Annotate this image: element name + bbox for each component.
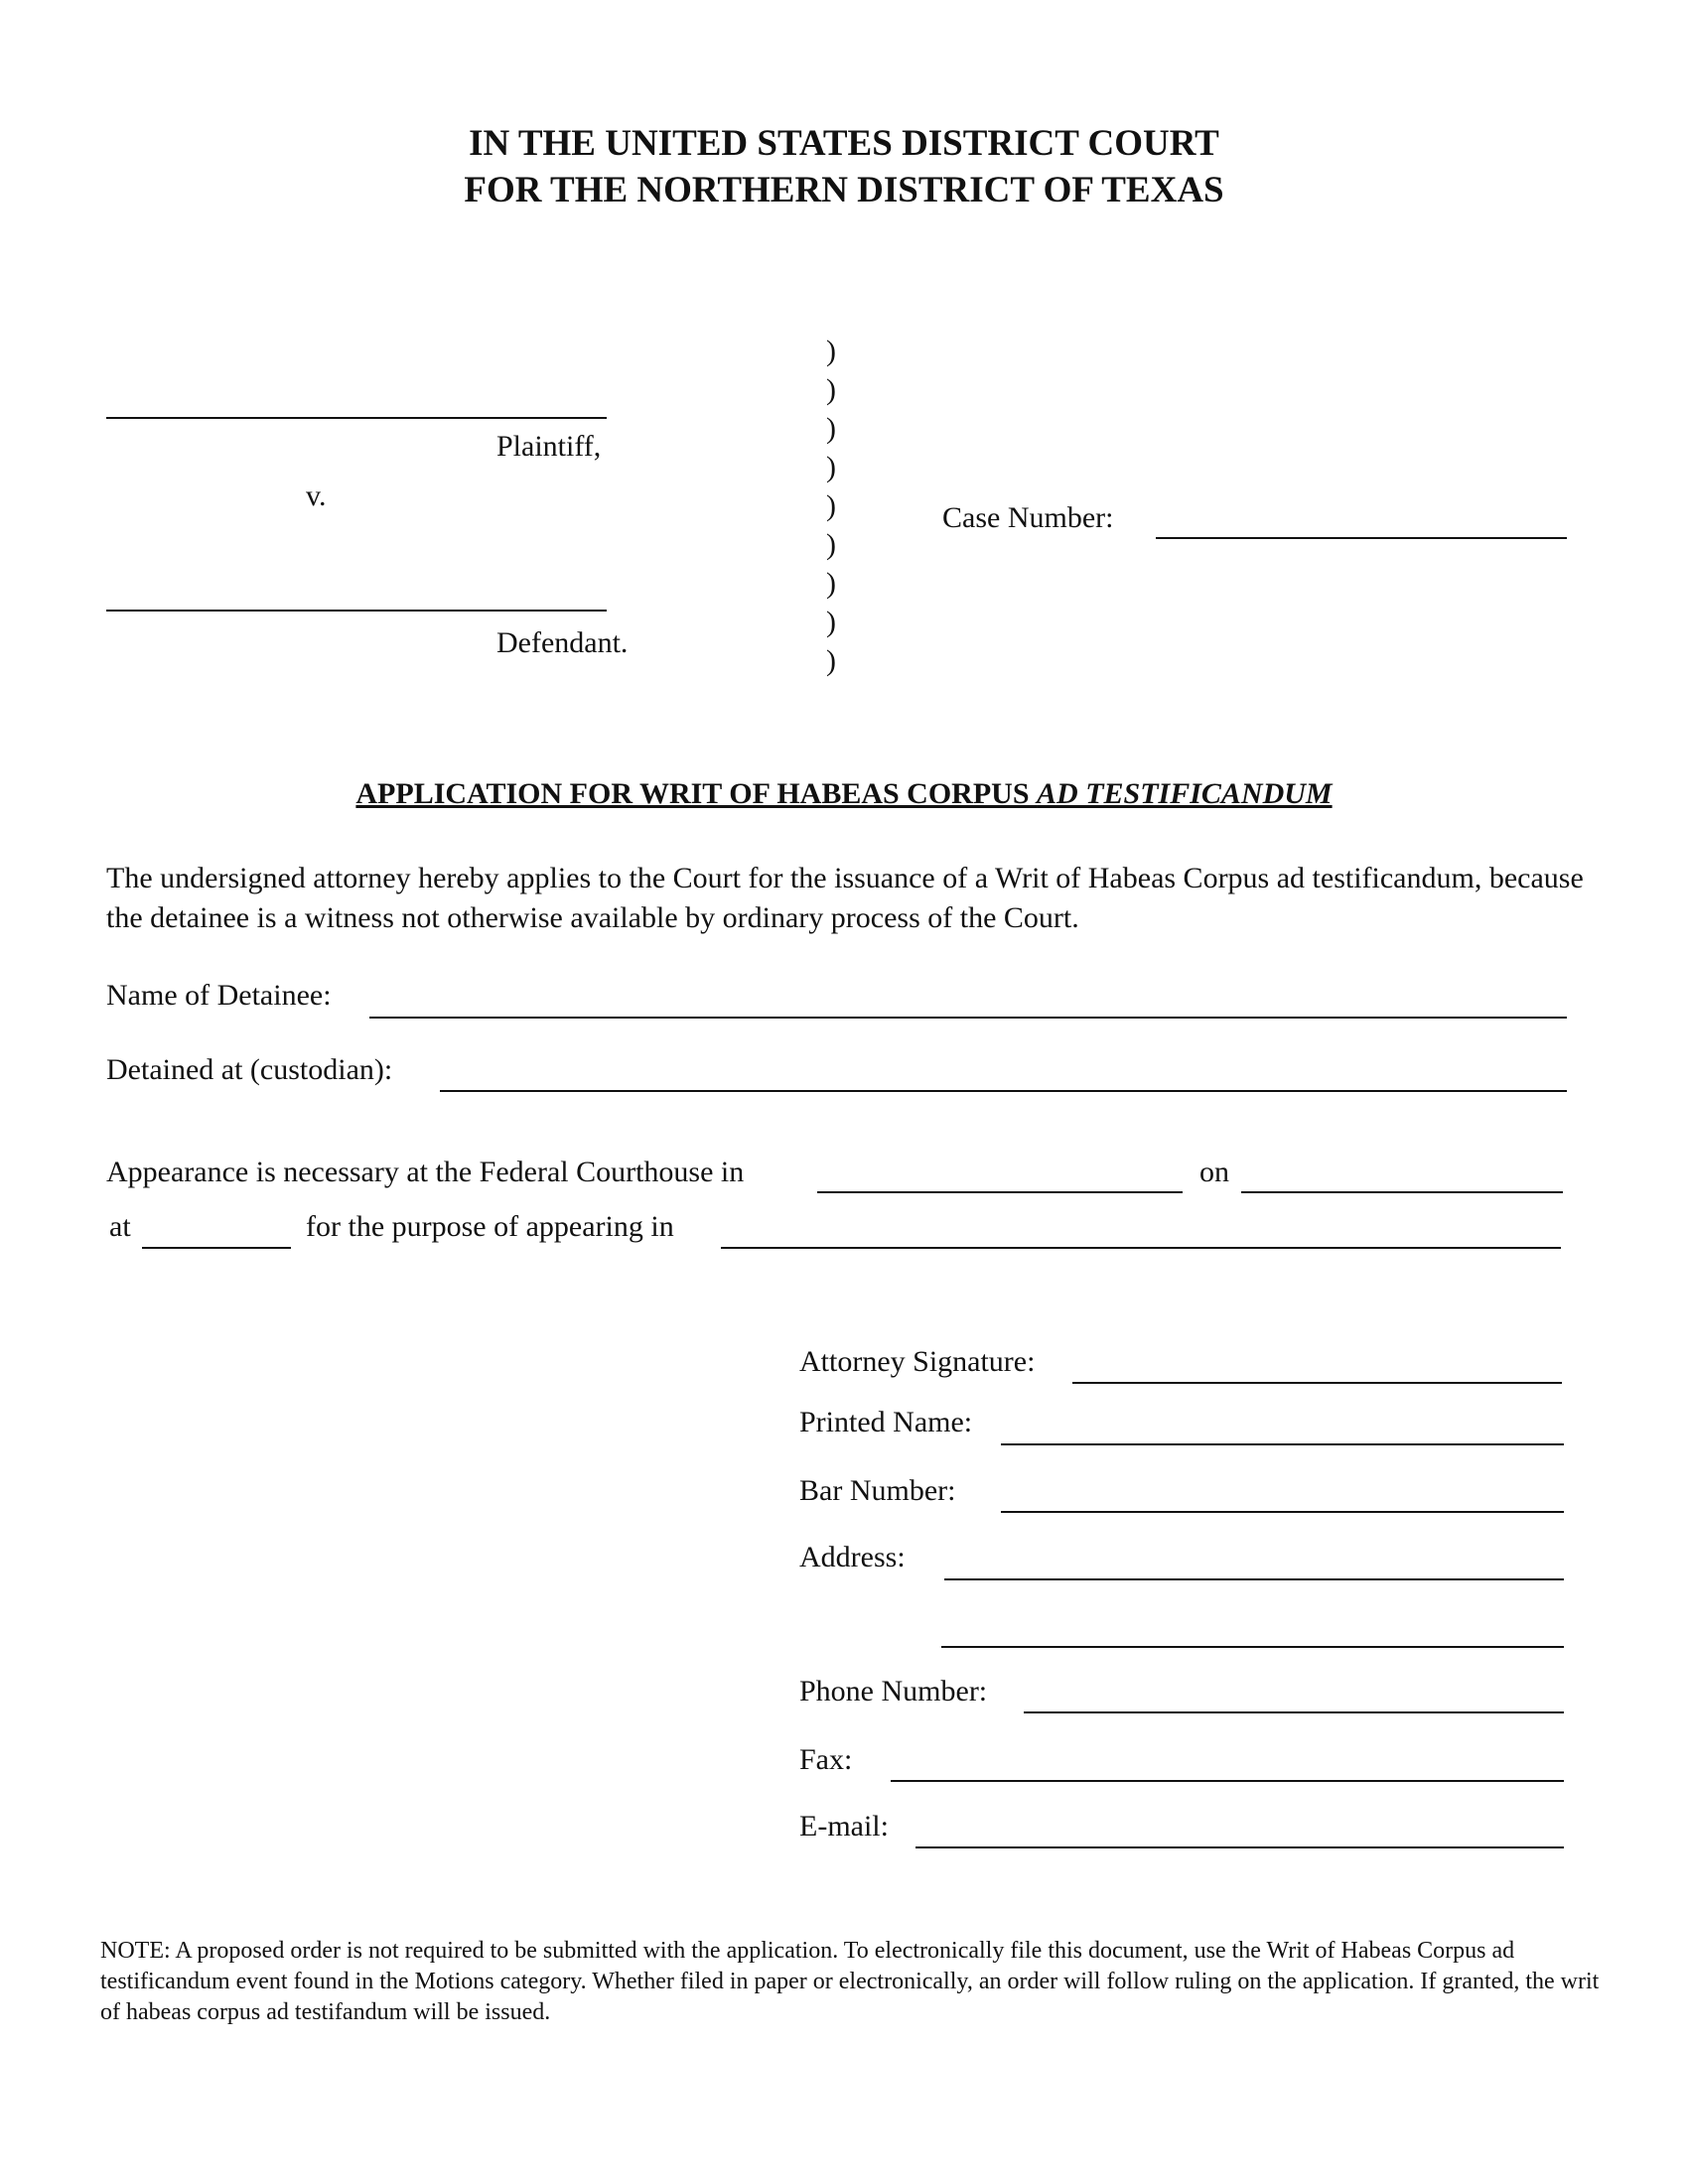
paren: ) [826, 335, 836, 367]
courthouse-city-field[interactable] [817, 1161, 1183, 1193]
detainee-name-field[interactable] [369, 987, 1567, 1019]
paren: ) [826, 567, 836, 600]
address-label: Address: [799, 1541, 906, 1573]
defendant-label: Defendant. [496, 626, 629, 659]
heading-italic: AD TESTIFICANDUM [1037, 777, 1333, 810]
paren: ) [826, 606, 836, 638]
email-label: E-mail: [799, 1810, 889, 1843]
case-number-label: Case Number: [942, 501, 1114, 534]
paren: ) [826, 489, 836, 522]
bar-number-field[interactable] [1001, 1481, 1564, 1513]
fax-label: Fax: [799, 1743, 853, 1776]
filing-note: NOTE: A proposed order is not required to be submitted with the application. To electronically file this document, use the Writ of Habeas Corpus ad testificandum event found in the Motions category. Whether filed in paper or electronically, an order will follow ruling on the application. If granted, the writ of habeas corpus ad testifandum will be issued. [100, 1938, 1600, 2025]
caption-parens [826, 332, 836, 680]
court-name-line-2: FOR THE NORTHERN DISTRICT OF TEXAS [464, 170, 1224, 210]
printed-name-label: Printed Name: [799, 1406, 973, 1438]
address-line-1-field[interactable] [944, 1549, 1564, 1580]
phone-number-field[interactable] [1024, 1682, 1564, 1713]
phone-number-label: Phone Number: [799, 1675, 988, 1707]
defendant-field[interactable] [106, 580, 607, 612]
address-line-2-field[interactable] [941, 1616, 1564, 1648]
attorney-signature-label: Attorney Signature: [799, 1345, 1036, 1378]
purpose-label: for the purpose of appearing in [306, 1210, 674, 1243]
appearance-date-field[interactable] [1241, 1161, 1563, 1193]
plaintiff-field[interactable] [106, 387, 607, 419]
appearance-label: Appearance is necessary at the Federal Courthouse in [106, 1156, 745, 1188]
attorney-signature-field[interactable] [1072, 1352, 1562, 1384]
plaintiff-label: Plaintiff, [496, 430, 602, 463]
document-heading [0, 777, 1688, 811]
versus-label: v. [306, 479, 327, 512]
paren: ) [826, 373, 836, 406]
email-field[interactable] [915, 1817, 1564, 1848]
detainee-name-label: Name of Detainee: [106, 979, 332, 1012]
heading-main: APPLICATION FOR WRIT OF HABEAS CORPUS [355, 777, 1038, 810]
purpose-field[interactable] [721, 1217, 1561, 1249]
paren: ) [826, 451, 836, 483]
detained-at-label: Detained at (custodian): [106, 1053, 393, 1086]
fax-field[interactable] [891, 1750, 1564, 1782]
paren: ) [826, 412, 836, 445]
at-label: at [109, 1210, 131, 1243]
paren: ) [826, 644, 836, 677]
printed-name-field[interactable] [1001, 1414, 1564, 1445]
intro-paragraph: The undersigned attorney hereby applies to the Court for the issuance of a Writ of Habeas Corpus ad testificandum, because the detainee is a witness not otherwise available by ordinary process of the Court. [106, 862, 1584, 934]
on-label: on [1199, 1156, 1229, 1188]
detained-at-field[interactable] [440, 1060, 1567, 1092]
case-number-field[interactable] [1156, 507, 1567, 539]
bar-number-label: Bar Number: [799, 1474, 956, 1507]
court-name-line-1: IN THE UNITED STATES DISTRICT COURT [469, 123, 1219, 164]
appearance-time-field[interactable] [142, 1217, 291, 1249]
paren: ) [826, 528, 836, 561]
